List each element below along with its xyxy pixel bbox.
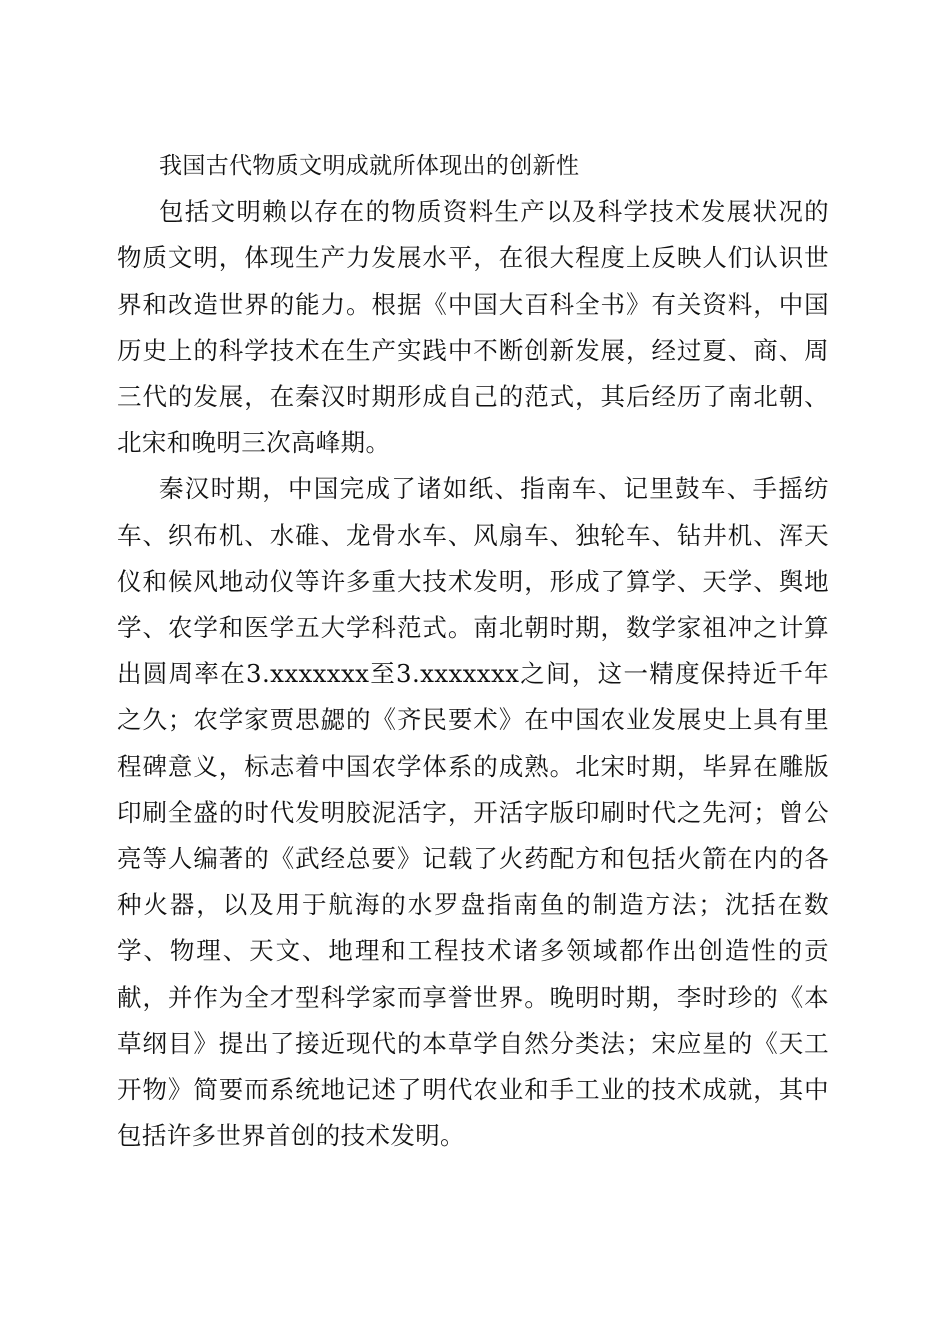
paragraph-material-civilization: 包括文明赖以存在的物质资料生产以及科学技术发展状况的物质文明，体现生产力发展水平，在很大程度上反映人们认识世界和改造世界的能力。根据《中国大百科全书》有关资料，中国历史上的科学技术在生产实践中不断创新发展，经过夏、商、周三代的发展，在秦汉时期形成自己的范式，其后经历了南北朝、北宋和晚明三次高峰期。 bbox=[117, 197, 829, 458]
paragraph-historical-achievements: 秦汉时期，中国完成了诸如纸、指南车、记里鼓车、手摇纺车、织布机、水碓、龙骨水车、风扇车、独轮车、钻井机、浑天仪和候风地动仪等许多重大技术发明，形成了算学、天学、舆地学、农学和医学五大学科范式。南北朝时期，数学家祖冲之计算出圆周率在3.xxxxxxx至3.xxxxxxx之间，这一精度保持近千年之久；农学家贾思勰的《齐民要术》在中国农业发展史上具有里程碑意义，标志着中国农学体系的成熟。北宋时期，毕昇在雕版印刷全盛的时代发明胶泥活字，开活字版印刷时代之先河；曾公亮等人编著的《武经总要》记载了火药配方和包括火箭在内的各种火器，以及用于航海的水罗盘指南鱼的制造方法；沈括在数学、物理、天文、地理和工程技术诸多领域都作出创造性的贡献，并作为全才型科学家而享誉世界。晚明时期，李时珍的《本草纲目》提出了接近现代的本草学自然分类法；宋应星的《天工开物》简要而系统地记述了明代农业和手工业的技术成就，其中包括许多世界首创的技术发明。 bbox=[117, 474, 829, 1151]
document-body bbox=[117, 143, 829, 1159]
document-title: 我国古代物质文明成就所体现出的创新性 bbox=[159, 153, 580, 179]
